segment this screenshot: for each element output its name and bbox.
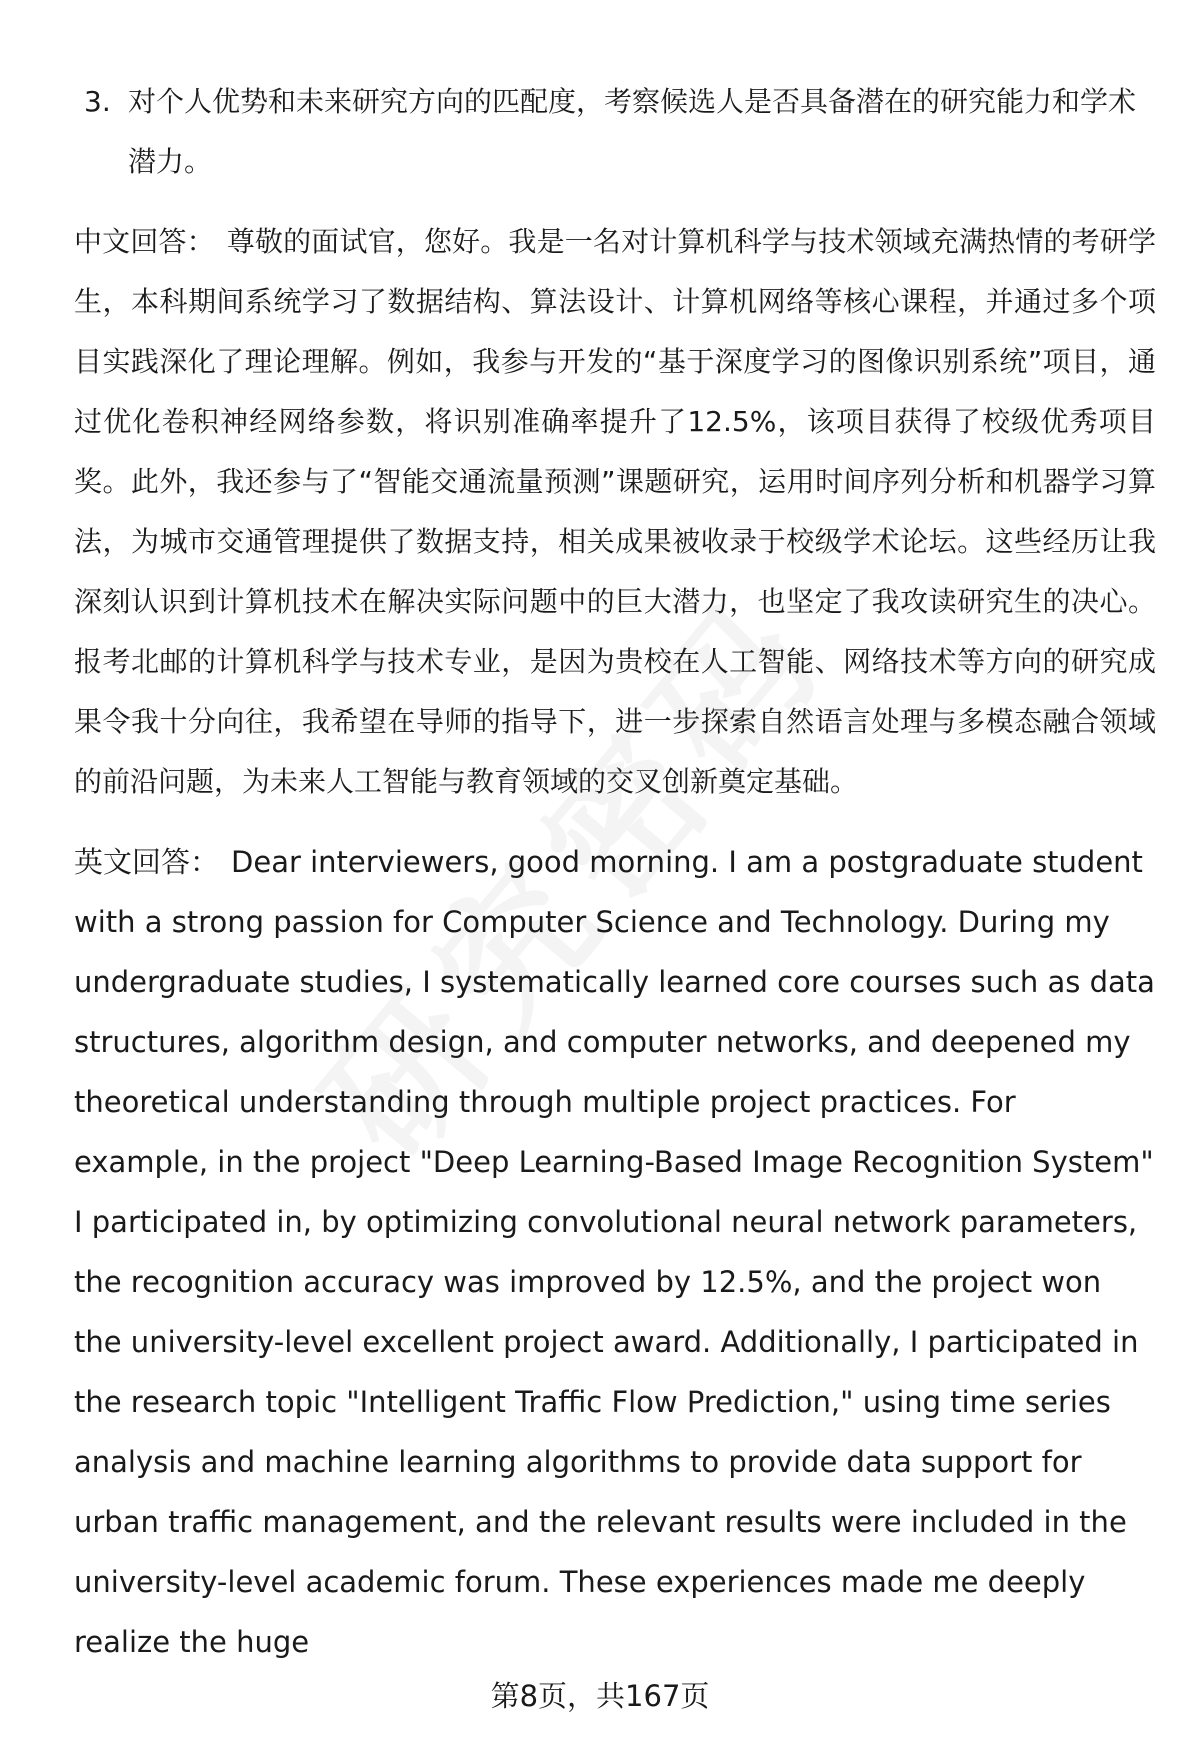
- page-content: [74, 72, 1156, 1692]
- list-item: [74, 72, 1156, 192]
- page-number-footer: 第8页，共167页: [490, 1679, 710, 1713]
- english-answer-text: Dear interviewers, good morning. I am a postgraduate student with a strong passion for Computer Science and Technology. During my undergraduate studies, I systematically learned core courses such as data structures, algorithm design, and computer networks, and deepened my theoretical understanding through multiple project practices. For example, in the project "Deep Learning-Based Image Recognition System" I participated in, by optimizing convolutional neural network parameters, the recognition accuracy was improved by 12.5%, and the project won the university-level excellent project award. Additionally, I participated in the research topic "Intelligent Traffic Flow Prediction," using time series analysis and machine learning algorithms to provide data support for urban traffic management, and the relevant results were included in the university-level academic forum. These experiences made me deeply realize the huge: [74, 845, 1155, 1659]
- chinese-answer-label: 中文回答：: [74, 225, 215, 258]
- english-answer-label: 英文回答：: [74, 845, 220, 879]
- chinese-answer-text: 尊敬的面试官，您好。我是一名对计算机科学与技术领域充满热情的考研学生，本科期间系统学习了数据结构、算法设计、计算机网络等核心课程，并通过多个项目实践深化了理论理解。例如，我参与开发的“基于深度学习的图像识别系统”项目，通过优化卷积神经网络参数，将识别准确率提升了12.5%，该项目获得了校级优秀项目奖。此外，我还参与了“智能交通流量预测”课题研究，运用时间序列分析和机器学习算法，为城市交通管理提供了数据支持，相关成果被收录于校级学术论坛。这些经历让我深刻认识到计算机技术在解决实际问题中的巨大潜力，也坚定了我攻读研究生的决心。报考北邮的计算机科学与技术专业，是因为贵校在人工智能、网络技术等方向的研究成果令我十分向往，我希望在导师的指导下，进一步探索自然语言处理与多模态融合领域的前沿问题，为未来人工智能与教育领域的交叉创新奠定基础。: [74, 225, 1156, 798]
- list-number: 3.: [84, 85, 111, 118]
- chinese-answer-paragraph: [74, 212, 1156, 812]
- english-answer-paragraph: [74, 832, 1156, 1672]
- list-text: 对个人优势和未来研究方向的匹配度，考察候选人是否具备潜在的研究能力和学术潜力。: [128, 85, 1137, 178]
